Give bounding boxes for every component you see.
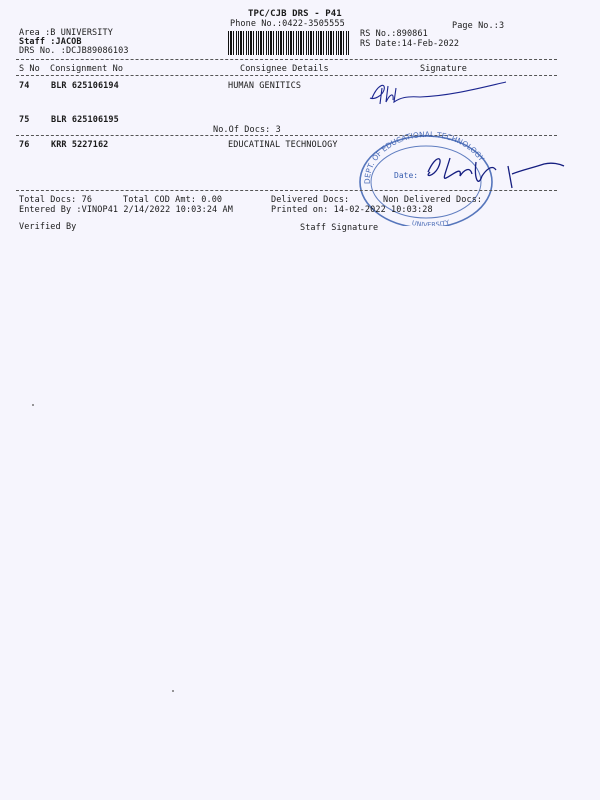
divider-header bbox=[16, 59, 557, 60]
stamp-bottom-text: UNIVERSITY bbox=[411, 218, 451, 226]
column-header-consignee: Consignee Details bbox=[240, 64, 329, 74]
row-sno: 74 bbox=[19, 81, 30, 91]
divider-columns bbox=[16, 75, 557, 76]
delivered-docs: Delivered Docs: bbox=[271, 195, 350, 205]
entered-by: Entered By :VINOP41 2/14/2022 10:03:24 AM bbox=[19, 205, 233, 215]
row-consignee: HUMAN GENITICS bbox=[228, 81, 302, 91]
drs-number: DRS No. :DCJB89086103 bbox=[19, 46, 129, 56]
verified-by: Verified By bbox=[19, 222, 77, 232]
row-sno: 75 bbox=[19, 115, 30, 125]
stamp-top-text: DEPT. OF EDUCATIONAL TECHNOLOGY bbox=[362, 129, 487, 185]
printed-on: Printed on: 14-02-2022 10:03:28 bbox=[271, 205, 433, 215]
scan-speck bbox=[172, 690, 174, 692]
total-cod-amount: Total COD Amt: 0.00 bbox=[123, 195, 223, 205]
page-number: Page No.:3 bbox=[452, 21, 505, 31]
signature-row-74 bbox=[360, 78, 510, 110]
row-consignment: KRR 5227162 bbox=[51, 140, 109, 150]
row-consignee: EDUCATINAL TECHNOLOGY bbox=[228, 140, 338, 150]
document-title: TPC/CJB DRS - P41 bbox=[248, 9, 342, 19]
row-sno: 76 bbox=[19, 140, 30, 150]
total-docs: Total Docs: 76 bbox=[19, 195, 93, 205]
non-delivered-docs: Non Delivered Docs: bbox=[383, 195, 483, 205]
staff-label: Staff :JACOB bbox=[19, 37, 82, 47]
column-header-signature: Signature bbox=[420, 64, 467, 74]
divider-footer bbox=[16, 190, 557, 191]
phone-number: Phone No.:0422-3505555 bbox=[230, 19, 345, 29]
rs-date: RS Date:14-Feb-2022 bbox=[360, 39, 460, 49]
svg-text:UNIVERSITY bbox=[411, 218, 450, 226]
rs-number: RS No.:890861 bbox=[360, 29, 428, 39]
column-header-sno: S No bbox=[19, 64, 40, 74]
column-header-consignment: Consignment No bbox=[50, 64, 124, 74]
row-consignment: BLR 625106195 bbox=[51, 115, 119, 125]
no-of-docs: No.Of Docs: 3 bbox=[213, 125, 281, 135]
scan-speck bbox=[32, 404, 34, 406]
barcode bbox=[228, 31, 350, 55]
row-consignment: BLR 625106194 bbox=[51, 81, 119, 91]
staff-signature: Staff Signature bbox=[300, 223, 379, 233]
signature-row-76 bbox=[416, 148, 566, 196]
area-label: Area :B UNIVERSITY bbox=[19, 28, 113, 38]
stamp-date-label: Date: bbox=[394, 171, 419, 180]
